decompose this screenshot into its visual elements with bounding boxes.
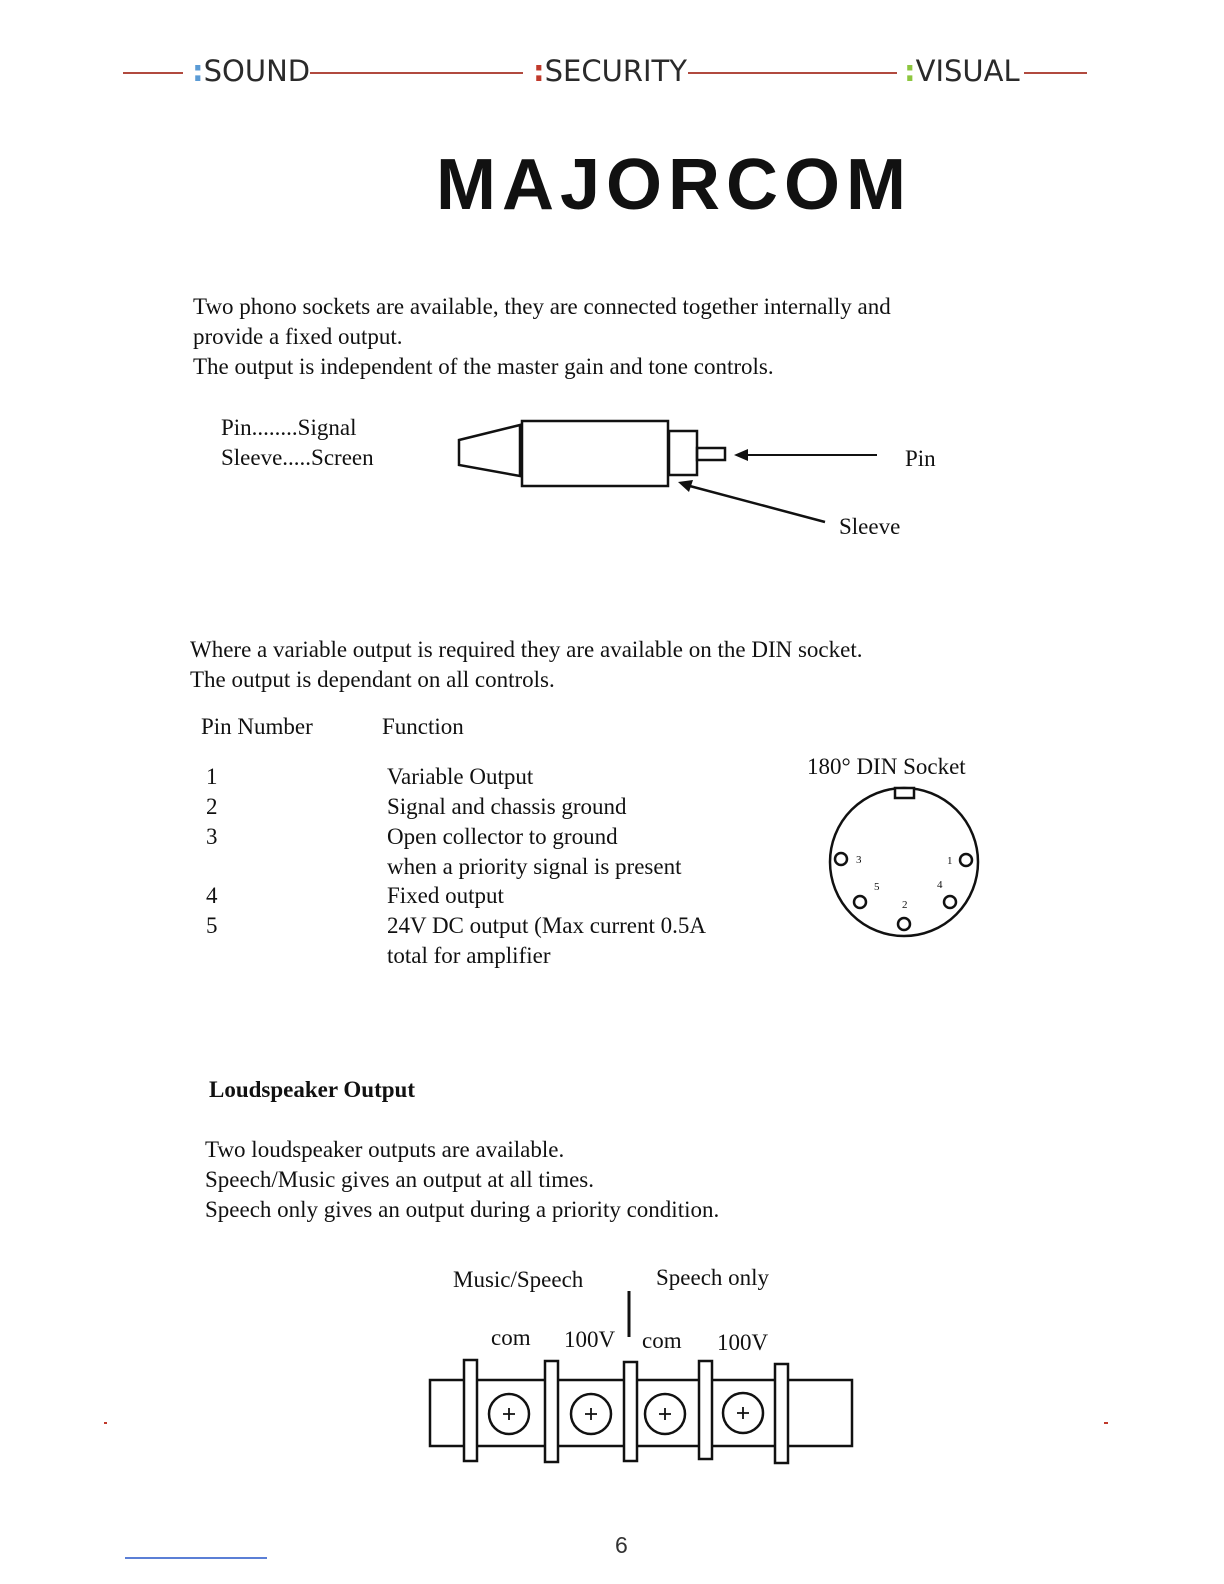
header-rule: [688, 72, 897, 74]
terminal-block-diagram: [420, 1285, 865, 1475]
din-pin: 3: [206, 824, 218, 849]
group-speech-only: Speech only: [656, 1265, 770, 1290]
phono-line-2: provide a fixed output.: [193, 324, 403, 349]
din-line-1: Where a variable output is required they are available on the DIN socket.: [190, 637, 863, 662]
phono-legend-pin: Pin........Signal: [221, 415, 357, 440]
din-function: 24V DC output (Max current 0.5A: [387, 913, 706, 938]
header-rule: [1024, 72, 1087, 74]
din-function: Variable Output: [387, 764, 534, 789]
loudspeaker-line-3: Speech only gives an output during a priority condition.: [205, 1197, 720, 1222]
terminal-label: 100V: [564, 1327, 616, 1352]
din-socket-diagram: [820, 782, 990, 947]
loudspeaker-line-1: Two loudspeaker outputs are available.: [205, 1137, 565, 1162]
phono-legend-sleeve: Sleeve.....Screen: [221, 445, 374, 470]
header-rule: [310, 72, 523, 74]
din-pin-number: 1: [947, 855, 953, 867]
loudspeaker-heading: Loudspeaker Output: [209, 1077, 416, 1102]
phono-line-1: Two phono sockets are available, they are connected together internally and: [193, 294, 891, 319]
margin-mark: [1104, 1422, 1108, 1424]
header-sound: :SOUND: [192, 54, 311, 88]
din-col-function: Function: [382, 714, 464, 739]
header-visual: :VISUAL: [904, 54, 1020, 88]
din-pin: 1: [206, 764, 218, 789]
margin-mark: [104, 1422, 107, 1424]
din-socket-label: 180° DIN Socket: [807, 754, 966, 779]
page-number: 6: [615, 1532, 628, 1558]
din-pin: 5: [206, 913, 218, 938]
din-function: Fixed output: [387, 883, 504, 908]
din-pin: 4: [206, 883, 218, 908]
din-function: total for amplifier: [387, 943, 551, 968]
phono-sleeve-label: Sleeve: [839, 514, 901, 539]
din-function: when a priority signal is present: [387, 854, 682, 879]
phono-pin-label: Pin: [905, 446, 936, 471]
phono-line-3: The output is independent of the master gain and tone controls.: [193, 354, 774, 379]
loudspeaker-line-2: Speech/Music gives an output at all times.: [205, 1167, 595, 1192]
header-security: :SECURITY: [533, 54, 687, 88]
header-rule: [123, 72, 183, 74]
din-pin-number: 5: [874, 881, 880, 893]
footer-rule: [125, 1557, 267, 1559]
din-pin: 2: [206, 794, 218, 819]
terminal-label: 100V: [717, 1330, 769, 1355]
din-function: Open collector to ground: [387, 824, 618, 849]
group-music-speech: Music/Speech: [453, 1267, 584, 1292]
page-title: MAJORCOM: [436, 145, 912, 225]
din-pin-number: 4: [937, 879, 943, 891]
din-pin-number: 2: [902, 899, 908, 911]
din-pin-number: 3: [856, 854, 862, 866]
terminal-label: com: [491, 1325, 531, 1350]
phono-plug-diagram: [440, 405, 860, 535]
din-function: Signal and chassis ground: [387, 794, 627, 819]
din-col-pin: Pin Number: [201, 714, 313, 739]
terminal-label: com: [642, 1328, 682, 1353]
din-line-2: The output is dependant on all controls.: [190, 667, 555, 692]
